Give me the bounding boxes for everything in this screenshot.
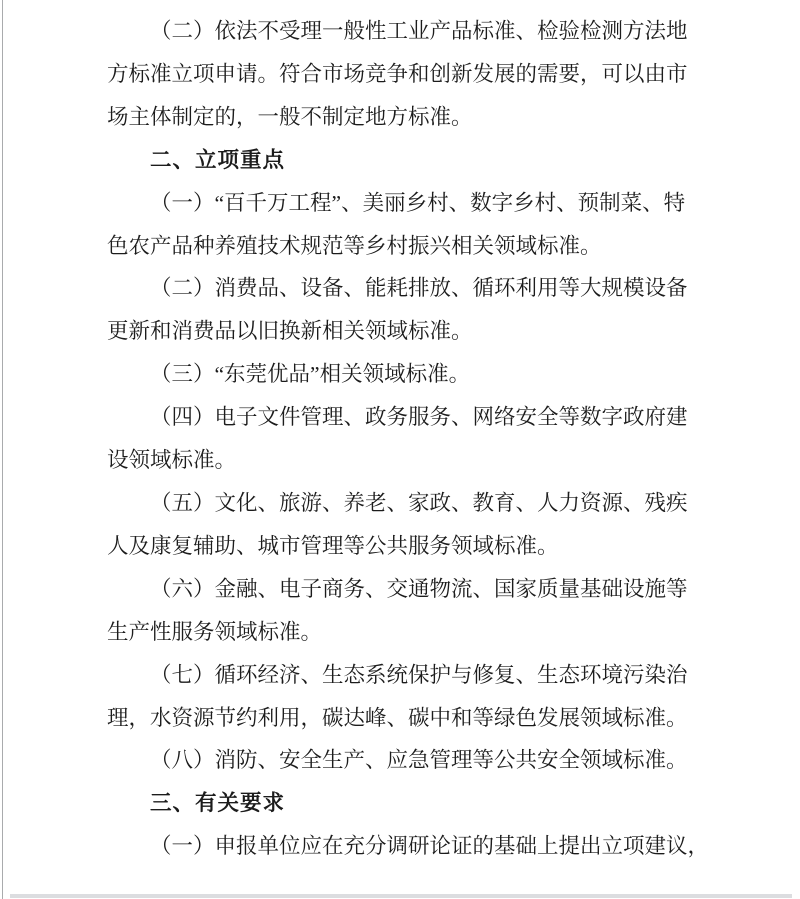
page-left-edge-line (2, 0, 3, 899)
text-line: 色农产品种养殖技术规范等乡村振兴相关领域标准。 (107, 233, 602, 258)
paragraph (107, 182, 695, 268)
text-line: 更新和消费品以旧换新相关领域标准。 (107, 319, 473, 344)
text-line: （四）电子文件管理、政务服务、网络安全等数字政府建 (150, 405, 688, 430)
document-body (107, 10, 710, 868)
text-line: （七）循环经济、生态系统保护与修复、生态环境污染治 (150, 662, 688, 687)
paragraph (107, 267, 695, 353)
paragraph (107, 825, 710, 868)
text-line: （一）“百千万工程”、美丽乡村、数字乡村、预制菜、特 (150, 190, 686, 215)
section-heading (107, 782, 695, 825)
paragraph (107, 482, 695, 568)
text-line: （二）消费品、设备、能耗排放、循环利用等大规模设备 (150, 276, 688, 301)
text-line: （一）申报单位应在充分调研论证的基础上提出立项建议， (150, 834, 710, 859)
bottom-edge-strip (10, 894, 792, 898)
paragraph (107, 353, 695, 396)
text-line: 方标准立项申请。符合市场竞争和创新发展的需要，可以由市 (107, 61, 688, 86)
text-line: （八）消防、安全生产、应急管理等公共安全领域标准。 (150, 748, 688, 773)
text-line: 设领域标准。 (107, 448, 237, 473)
paragraph (107, 654, 695, 740)
text-line: 二、立项重点 (150, 147, 286, 172)
text-line: （五）文化、旅游、养老、家政、教育、人力资源、残疾 (150, 490, 688, 515)
paragraph (107, 10, 695, 139)
text-line: （二）依法不受理一般性工业产品标准、检验检测方法地 (150, 19, 688, 43)
section-heading (107, 139, 695, 182)
text-line: 人及康复辅助、城市管理等公共服务领域标准。 (107, 533, 559, 558)
text-line: 生产性服务领域标准。 (107, 619, 323, 644)
text-line: 场主体制定的，一般不制定地方标准。 (107, 104, 473, 129)
text-line: 三、有关要求 (150, 791, 286, 816)
paragraph (107, 739, 695, 782)
paragraph (107, 568, 695, 654)
text-line: （三）“东莞优品”相关领域标准。 (150, 362, 471, 387)
text-line: 理，水资源节约利用，碳达峰、碳中和等绿色发展领域标准。 (107, 705, 688, 730)
paragraph (107, 396, 695, 482)
text-line: （六）金融、电子商务、交通物流、国家质量基础设施等 (150, 576, 688, 601)
